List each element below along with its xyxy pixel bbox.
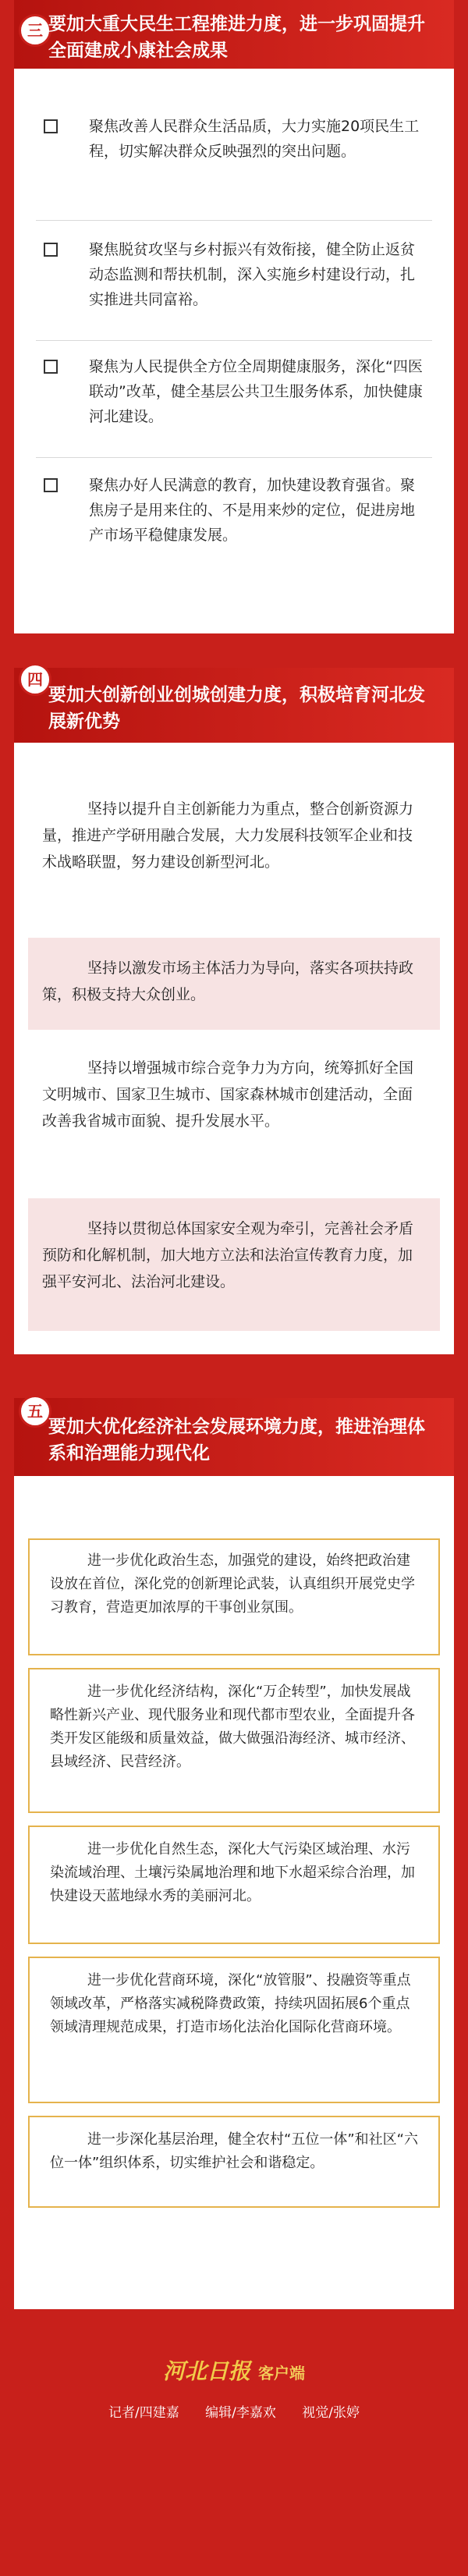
visual-credit: 视觉/张婷 xyxy=(302,2405,360,2421)
checklist-text: 聚焦办好人民满意的教育，加快建设教育强省。聚焦房子是用来住的、不是用来炒的定位，促进房地产市场平稳健康发展。 xyxy=(89,477,416,544)
checkbox-icon xyxy=(44,243,58,257)
checklist-text: 聚焦为人民提供全方位全周期健康服务，深化“四医联动”改革，健全基层公共卫生服务体系，加快健康河北建设。 xyxy=(89,358,423,425)
checklist-text: 聚焦脱贫攻坚与乡村振兴有效衔接，健全防止返贫动态监测和帮扶机制，深入实施乡村建设行动，扎实推进共同富裕。 xyxy=(89,241,416,308)
content-card xyxy=(28,1668,440,1813)
section-title: 要加大重大民生工程推进力度，进一步巩固提升全面建成小康社会成果 xyxy=(48,14,425,61)
paragraph: 坚持以增强城市综合竞争力为方向，统筹抓好全国文明城市、国家卫生城市、国家森林城市创建活动，全面改善我省城市面貌、提升发展水平。 xyxy=(42,1059,414,1130)
checkbox-icon xyxy=(44,478,58,492)
paragraph: 坚持以贯彻总体国家安全观为牵引，完善社会矛盾预防和化解机制，加大地方立法和法治宣传教育力度，加强平安河北、法治河北建设。 xyxy=(42,1220,414,1290)
credits xyxy=(0,2401,468,2421)
highlight-block xyxy=(28,1198,440,1331)
checkbox-icon xyxy=(44,119,58,133)
editor-credit: 编辑/李嘉欢 xyxy=(205,2405,276,2421)
section-title: 要加大创新创业创城创建力度，积极培育河北发展新优势 xyxy=(48,685,425,732)
content-card xyxy=(28,1957,440,2103)
paragraph: 坚持以激发市场主体活力为导向，落实各项扶持政策，积极支持大众创业。 xyxy=(42,960,414,1003)
highlight-block xyxy=(28,938,440,1030)
section-header xyxy=(14,668,454,743)
section-four xyxy=(14,668,454,1354)
checklist-item xyxy=(36,354,432,458)
logo-text: 河北日报 xyxy=(162,2358,250,2384)
section-number-badge: 五 xyxy=(19,1395,51,1428)
paragraph: 坚持以提升自主创新能力为重点，整合创新资源力量，推进产学研用融合发展，大力发展科技领军企业和技术战略联盟，努力建设创新型河北。 xyxy=(42,800,414,871)
section-header xyxy=(14,0,454,69)
card-text: 进一步优化政治生态，加强党的建设，始终把政治建设放在首位，深化党的创新理论武装，认真组织开展党史学习教育，营造更加浓厚的干事创业氛围。 xyxy=(50,1552,415,1616)
checkbox-icon xyxy=(44,360,58,374)
checklist-item xyxy=(36,114,432,221)
checklist-text: 聚焦改善人民群众生活品质，大力实施20项民生工程，切实解决群众反映强烈的突出问题。 xyxy=(89,118,420,160)
card-text: 进一步深化基层治理，健全农村“五位一体”和社区“六位一体”组织体系，切实维护社会和谐稳定。 xyxy=(50,2131,418,2171)
reporter-credit: 记者/四建嘉 xyxy=(108,2405,179,2421)
section-three xyxy=(14,0,454,633)
brand-logo xyxy=(0,2354,468,2386)
card-text: 进一步优化营商环境，深化“放管服”、投融资等重点领域改革，严格落实减税降费政策，持续巩固拓展6个重点领域清理规范成果，打造市场化法治化国际化营商环境。 xyxy=(50,1972,411,2035)
section-five xyxy=(14,1398,454,2309)
checklist-item xyxy=(36,237,432,341)
card-text: 进一步优化经济结构，深化“万企转型”，加快发展战略性新兴产业、现代服务业和现代都市型农业，全面提升各类开发区能级和质量效益，做大做强沿海经济、城市经济、县域经济、民营经济。 xyxy=(50,1684,415,1770)
section-number-badge: 三 xyxy=(19,14,51,47)
section-title: 要加大优化经济社会发展环境力度，推进治理体系和治理能力现代化 xyxy=(48,1417,425,1464)
card-text: 进一步优化自然生态，深化大气污染区域治理、水污染流域治理、土壤污染属地治理和地下水超采综合治理，加快建设天蓝地绿水秀的美丽河北。 xyxy=(50,1841,415,1904)
checklist-item xyxy=(36,473,432,582)
content-card xyxy=(28,2116,440,2208)
content-card xyxy=(28,1826,440,1944)
content-card xyxy=(28,1538,440,1655)
logo-subtitle: 客户端 xyxy=(258,2364,305,2383)
section-header xyxy=(14,1398,454,1476)
section-number-badge: 四 xyxy=(19,663,51,696)
